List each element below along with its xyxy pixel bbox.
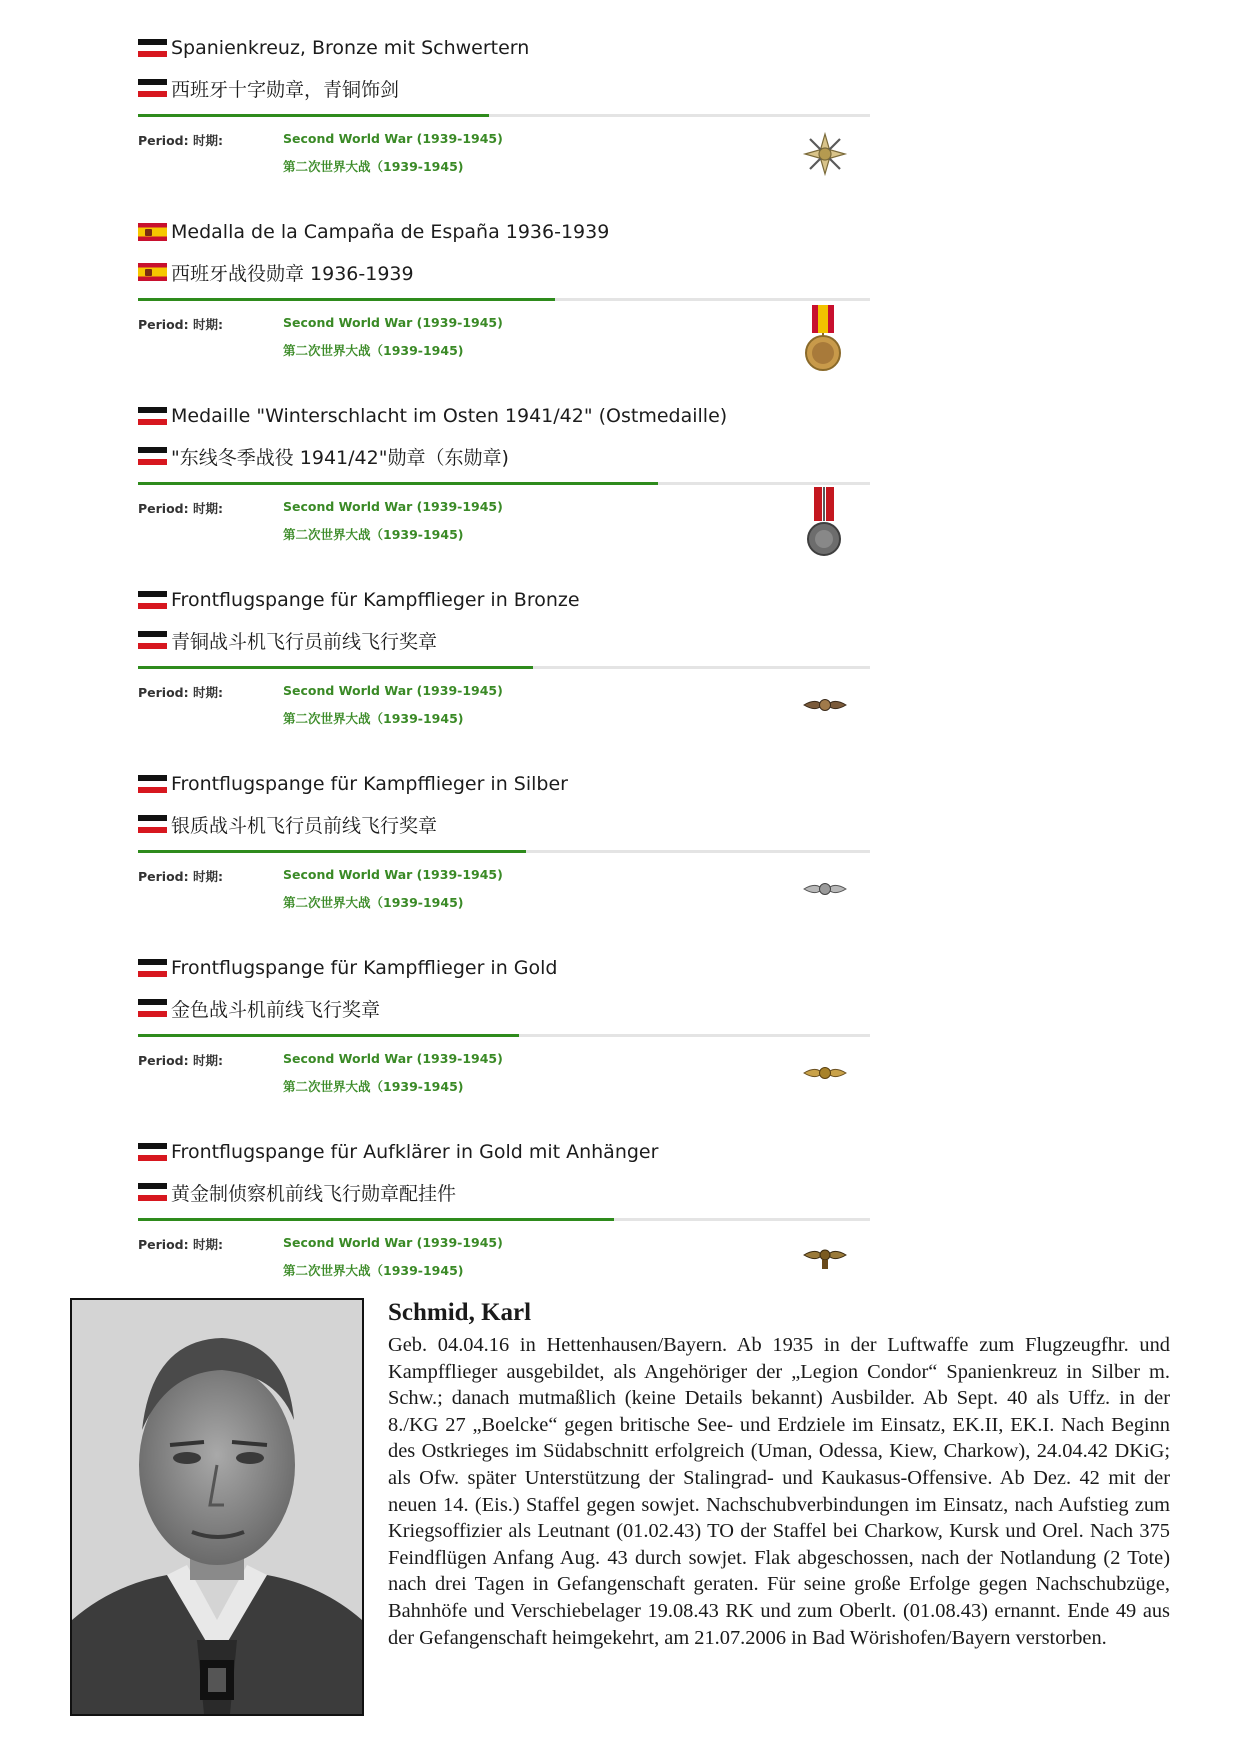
award-item: [138, 1134, 870, 1318]
award-divider: [138, 1218, 870, 1221]
flag-icon: [138, 631, 167, 649]
period-label: Period: 时期:: [138, 317, 223, 332]
period-value-en: Second World War (1939-1945): [283, 131, 503, 146]
award-title-de: [138, 398, 870, 434]
flag-icon: [138, 407, 167, 425]
award-title-zh: [138, 990, 870, 1026]
award-title-de: [138, 30, 870, 66]
period-value-en: Second World War (1939-1945): [283, 1235, 503, 1250]
period-label: Period: 时期:: [138, 133, 223, 148]
period-value-zh: 第二次世界大战（1939-1945): [283, 159, 464, 174]
flag-icon: [138, 959, 167, 977]
award-title-de-text: Frontflugspange für Aufklärer in Gold mit Anhänger: [171, 1141, 659, 1163]
portrait-image: [72, 1300, 362, 1714]
clasp-recon-gold-icon[interactable]: [802, 1245, 848, 1271]
clasp-gold-icon[interactable]: [802, 1063, 848, 1083]
flag-icon: [138, 591, 167, 609]
flag-icon: [138, 1143, 167, 1161]
flag-icon: [138, 263, 167, 281]
award-title-de-text: Medaille "Winterschlacht im Osten 1941/42" (Ostmedaille): [171, 405, 728, 427]
award-title-zh: [138, 438, 870, 474]
award-title-de-text: Frontflugspange für Kampfflieger in Bronze: [171, 589, 580, 611]
award-title-de: [138, 582, 870, 618]
award-divider-fill: [138, 1034, 519, 1037]
east-medal-icon[interactable]: [804, 485, 844, 559]
period-value-en: Second World War (1939-1945): [283, 867, 503, 882]
award-period-row: [138, 1233, 870, 1299]
award-divider-fill: [138, 114, 489, 117]
flag-icon: [138, 1183, 167, 1201]
award-period-row: [138, 313, 870, 379]
period-label: Period: 时期:: [138, 1053, 223, 1068]
award-title-de: [138, 1134, 870, 1170]
award-title-de-text: Medalla de la Campaña de España 1936-1939: [171, 221, 610, 243]
period-label: Period: 时期:: [138, 1237, 223, 1252]
award-divider-fill: [138, 666, 533, 669]
flag-icon: [138, 223, 167, 241]
award-item: [138, 950, 870, 1134]
award-divider-fill: [138, 298, 555, 301]
award-title-zh: [138, 622, 870, 658]
award-title-zh-text: 青铜战斗机飞行员前线飞行奖章: [171, 630, 438, 653]
award-title-de-text: Frontflugspange für Kampfflieger in Gold: [171, 957, 558, 979]
period-value-en: Second World War (1939-1945): [283, 683, 503, 698]
campaign-medal-icon[interactable]: [802, 303, 844, 373]
flag-icon: [138, 447, 167, 465]
period-value-zh: 第二次世界大战（1939-1945): [283, 895, 464, 910]
award-divider: [138, 1034, 870, 1037]
award-title-zh-text: 金色战斗机前线飞行奖章: [171, 998, 381, 1021]
award-item: [138, 30, 870, 214]
award-title-zh-text: 黄金制侦察机前线飞行勋章配挂件: [171, 1182, 457, 1205]
award-title-de: [138, 214, 870, 250]
portrait-photo: [70, 1298, 364, 1716]
award-divider: [138, 850, 870, 853]
period-label: Period: 时期:: [138, 869, 223, 884]
period-value-zh: 第二次世界大战（1939-1945): [283, 1263, 464, 1278]
flag-icon: [138, 815, 167, 833]
award-divider: [138, 666, 870, 669]
spanish-cross-icon[interactable]: [802, 131, 848, 177]
award-divider-fill: [138, 482, 658, 485]
award-title-de: [138, 766, 870, 802]
period-value-zh: 第二次世界大战（1939-1945): [283, 711, 464, 726]
period-value-zh: 第二次世界大战（1939-1945): [283, 527, 464, 542]
award-item: [138, 766, 870, 950]
flag-icon: [138, 999, 167, 1017]
award-period-row: [138, 129, 870, 195]
bio-name: Schmid, Karl: [388, 1299, 532, 1326]
awards-list: [138, 30, 870, 1318]
award-divider-fill: [138, 850, 526, 853]
award-title-zh-text: "东线冬季战役 1941/42"勋章（东勋章): [171, 446, 509, 469]
period-label: Period: 时期:: [138, 685, 223, 700]
period-value-zh: 第二次世界大战（1939-1945): [283, 343, 464, 358]
flag-icon: [138, 39, 167, 57]
flag-icon: [138, 79, 167, 97]
award-item: [138, 398, 870, 582]
award-title-zh-text: 西班牙战役勋章 1936-1939: [171, 262, 414, 285]
award-period-row: [138, 681, 870, 747]
award-title-zh-text: 西班牙十字勋章，青铜饰剑: [171, 78, 400, 101]
flag-icon: [138, 775, 167, 793]
award-title-de-text: Frontflugspange für Kampfflieger in Silber: [171, 773, 568, 795]
bio-text: Geb. 04.04.16 in Hettenhausen/Bayern. Ab 1935 in der Luftwaffe zum Flugzeugfhr. und Kampfflieger ausgebildet, als Angehöriger der „Legion Condor“ Spanienkreuz in Silber m. Schw.; danach mutmaßlich (keine Details bekannt) Ausbilder. Ab Sept. 40 als Uffz. in der 8./KG 27 „Boelcke“ gegen britische See- und Erdziele im Einsatz, EK.II, EK.I. Nach Beginn des Ostkrieges im Südabschnitt erfolgreich (Uman, Odessa, Kiew, Charkow), 24.04.42 DKiG; als Ofw. später Unterstützung der Stalingrad- und Kaukasus-Offensive. Ab Dez. 42 mit der neuen 14. (Eis.) Staffel gegen sowjet. Nachschubverbindungen im Einsatz, nach Aufstieg zum Kriegsoffizier als Leutnant (01.02.43) TO der Staffel bei Charkow, Kursk und Orel. Nach 375 Feindflügen Anfang Aug. 43 durch sowjet. Flak abgeschossen, nach der Notlandung (2 Tote) nach drei Tagen in Gefangenschaft geraten. Für seine große Erfolge gegen Nachschubzüge, Bahnhöfe und Verschiebelager 19.08.43 RK und zum Oberlt. (01.08.43) ernannt. Ende 49 aus der Gefangenschaft heimgekehrt, am 21.07.2006 in Bad Wörishofen/Bayern verstorben.: [388, 1334, 1170, 1649]
period-value-en: Second World War (1939-1945): [283, 315, 503, 330]
award-divider: [138, 482, 870, 485]
award-divider: [138, 298, 870, 301]
award-title-de-text: Spanienkreuz, Bronze mit Schwertern: [171, 37, 530, 59]
award-title-zh: [138, 254, 870, 290]
period-value-en: Second World War (1939-1945): [283, 499, 503, 514]
award-divider-fill: [138, 1218, 614, 1221]
period-value-en: Second World War (1939-1945): [283, 1051, 503, 1066]
award-title-zh: [138, 1174, 870, 1210]
award-title-zh: [138, 806, 870, 842]
period-label: Period: 时期:: [138, 501, 223, 516]
award-period-row: [138, 865, 870, 931]
clasp-silver-icon[interactable]: [802, 879, 848, 899]
award-item: [138, 214, 870, 398]
period-value-zh: 第二次世界大战（1939-1945): [283, 1079, 464, 1094]
biography: [388, 1298, 1170, 1651]
award-period-row: [138, 497, 870, 563]
award-divider: [138, 114, 870, 117]
award-title-zh: [138, 70, 870, 106]
award-period-row: [138, 1049, 870, 1115]
award-title-zh-text: 银质战斗机飞行员前线飞行奖章: [171, 814, 438, 837]
clasp-bronze-icon[interactable]: [802, 695, 848, 715]
award-title-de: [138, 950, 870, 986]
award-item: [138, 582, 870, 766]
